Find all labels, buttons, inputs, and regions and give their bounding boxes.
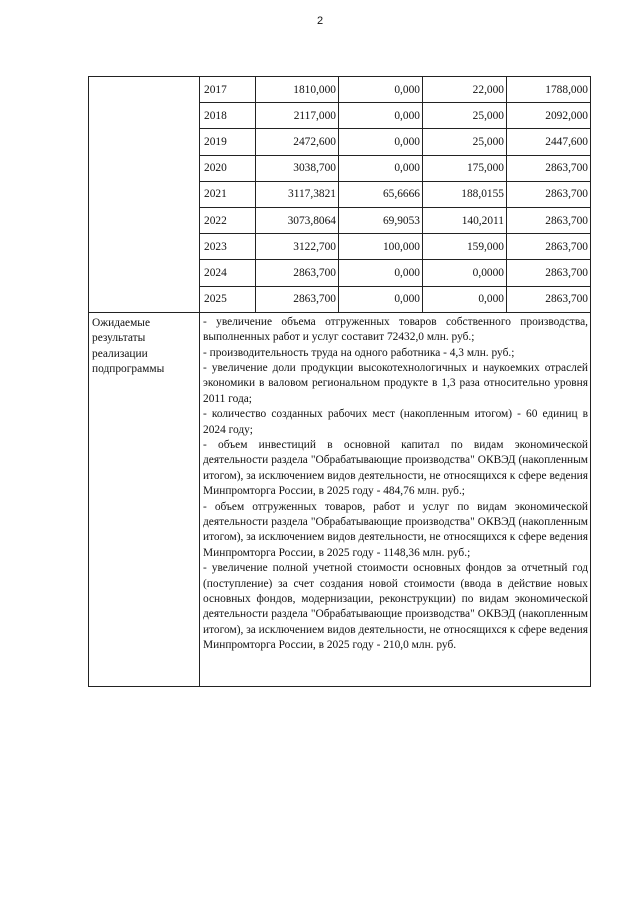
year-cell: 2017	[200, 77, 256, 103]
total-cell: 3117,3821	[256, 181, 339, 207]
year-cell: 2023	[200, 234, 256, 260]
extrabudget-cell: 2863,700	[507, 286, 591, 312]
regional-cell: 140,2011	[423, 207, 507, 233]
total-cell: 2863,700	[256, 286, 339, 312]
table-body	[89, 77, 591, 687]
regional-cell: 188,0155	[423, 181, 507, 207]
federal-cell: 0,000	[339, 260, 423, 286]
extrabudget-cell: 2863,700	[507, 155, 591, 181]
total-cell: 1810,000	[256, 77, 339, 103]
regional-cell: 175,000	[423, 155, 507, 181]
federal-cell: 0,000	[339, 155, 423, 181]
regional-cell: 0,0000	[423, 260, 507, 286]
result-item: - объем инвестиций в основной капитал по видам экономической деятельности раздела "Обрабатывающие производства" ОКВЭД (накопленным итогом), за исключением видов деятельности, не относящихся к сфере ведения Минпромторга России, в 2025 году - 484,76 млн. руб.;	[203, 438, 588, 498]
federal-cell: 0,000	[339, 129, 423, 155]
total-cell: 2472,600	[256, 129, 339, 155]
federal-cell: 0,000	[339, 103, 423, 129]
result-item: - увеличение доли продукции высокотехнологичных и наукоемких отраслей экономики в валовом региональном продукте в 1,3 раза относительно уровня 2011 года;	[203, 361, 588, 405]
extrabudget-cell: 2863,700	[507, 234, 591, 260]
expected-results-row	[89, 312, 591, 686]
extrabudget-cell: 2863,700	[507, 207, 591, 233]
page-number: 2	[316, 15, 324, 27]
financing-row	[89, 77, 591, 103]
year-cell: 2018	[200, 103, 256, 129]
result-item: - производительность труда на одного работника - 4,3 млн. руб.;	[203, 346, 515, 359]
year-cell: 2019	[200, 129, 256, 155]
total-cell: 3038,700	[256, 155, 339, 181]
federal-cell: 69,9053	[339, 207, 423, 233]
federal-cell: 100,000	[339, 234, 423, 260]
regional-cell: 25,000	[423, 129, 507, 155]
total-cell: 2863,700	[256, 260, 339, 286]
year-cell: 2022	[200, 207, 256, 233]
federal-cell: 0,000	[339, 286, 423, 312]
financing-label-cell	[89, 77, 200, 313]
result-item: - увеличение полной учетной стоимости основных фондов за отчетный год (поступление) за счет создания новой стоимости (ввода в действие новых основных фондов, модернизации, реконструкции) по видам экономической деятельности раздела "Обрабатывающие производства" ОКВЭД (накопленным итогом), за исключением видов деятельности, не относящихся к сфере ведения Минпромторга России, в 2025 году - 210,0 млн. руб.	[203, 562, 588, 652]
year-cell: 2021	[200, 181, 256, 207]
federal-cell: 65,6666	[339, 181, 423, 207]
total-cell: 2117,000	[256, 103, 339, 129]
subprogram-passport-table	[88, 76, 591, 687]
year-cell: 2024	[200, 260, 256, 286]
regional-cell: 22,000	[423, 77, 507, 103]
total-cell: 3073,8064	[256, 207, 339, 233]
federal-cell: 0,000	[339, 77, 423, 103]
result-item: - объем отгруженных товаров, работ и услуг по видам экономической деятельности раздела "Обрабатывающие производства" ОКВЭД (накопленным итогом), за исключением видов деятельности, не относящихся к сфере ведения Минпромторга России, в 2025 году - 1148,36 млн. руб.;	[203, 500, 588, 559]
year-cell: 2025	[200, 286, 256, 312]
extrabudget-cell: 1788,000	[507, 77, 591, 103]
extrabudget-cell: 2447,600	[507, 129, 591, 155]
result-item: - увеличение объема отгруженных товаров собственного производства, выполненных работ и услуг составит 72432,0 млн. руб.;	[203, 315, 588, 344]
extrabudget-cell: 2863,700	[507, 260, 591, 286]
year-cell: 2020	[200, 155, 256, 181]
extrabudget-cell: 2092,000	[507, 103, 591, 129]
expected-results-text	[200, 312, 591, 686]
regional-cell: 0,000	[423, 286, 507, 312]
regional-cell: 25,000	[423, 103, 507, 129]
total-cell: 3122,700	[256, 234, 339, 260]
expected-results-label: Ожидаемые результаты реализации подпрограммы	[89, 312, 200, 686]
result-item: - количество созданных рабочих мест (накопленным итогом) - 60 единиц в 2024 году;	[203, 408, 588, 436]
regional-cell: 159,000	[423, 234, 507, 260]
extrabudget-cell: 2863,700	[507, 181, 591, 207]
